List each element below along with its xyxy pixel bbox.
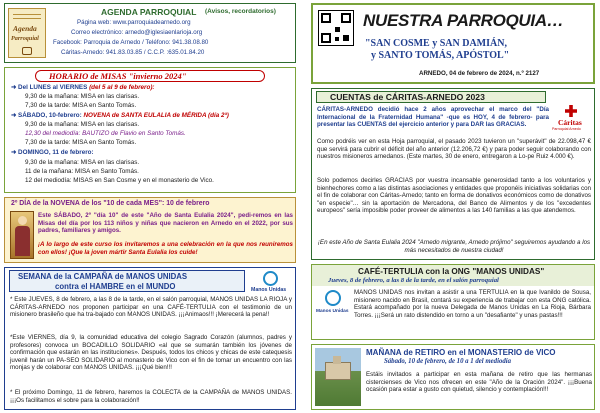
- novena-box: [4, 197, 296, 263]
- agenda-line-web: Página web: www.parroquiadearnedo.org: [77, 19, 191, 26]
- agenda-logo-word1: Agenda: [13, 24, 37, 33]
- horario-day1: ➜ Del LUNES al VIERNES (del 5 al 9 de febrero):: [11, 84, 155, 91]
- saint-eulalia-image: [10, 211, 34, 259]
- tertulia-logo-label: Manos Unidas: [316, 309, 349, 314]
- caritas-logo-sub: Parroquial Arnedo: [552, 127, 581, 131]
- caritas-logo-label: Cáritas: [558, 118, 582, 127]
- horario-day2-line1: 9,30 de la mañana: MISA en las clarisas.: [25, 121, 140, 128]
- header-subtitle-line2: y SANTO TOMÁS, APÓSTOL": [371, 50, 510, 61]
- cuentas-paragraph4: ¡En este Año de Santa Eulalia 2024 "Arnedo migrante, Arnedo prójimo" seguiremos ayudando a los más necesitados de nuestra ciudad!: [317, 239, 591, 254]
- horario-day2-line3: 7,30 de la tarde: MISA en Santo Tomás.: [25, 139, 137, 146]
- manos-unidas-box: [4, 267, 296, 410]
- retiro-text: Estáis invitados a participar en esta mañana de retiro que las hermanas cistercienses de Vico nos ofrecen en este "Año de la Oración 2024". ¡¡¡Buena ocasión para estar a gusto con quietud, silencio y contemplación!!!: [366, 371, 592, 394]
- header-box: [311, 3, 595, 84]
- manos-logo: [251, 271, 291, 295]
- agenda-logo: [8, 8, 46, 58]
- tertulia-logo: [316, 290, 350, 320]
- tertulia-subtitle: Jueves, 8 de febrero, a las 8 de la tarde, en el salón parroquial: [328, 277, 499, 284]
- caritas-logo: [552, 105, 590, 135]
- cuentas-paragraph3: Solo podemos decirles GRACIAS por vuestra incansable generosidad tanto a los voluntarios y bienhechores como a las distintas asociaciones y entidades que proponéis iniciativas solidarias con el fin de colaborar con Cáritas-Arnedo; tanto en forma de donativos económicos como de donativos "en especie"… sin la aportación de Mercadona, del Banco de Alimentos y de los "excedentes europeos" sería imposible poder proveer de alimentos a las 140 familias a las que atendemos.: [317, 177, 591, 215]
- horario-day2-line2: 12,30 del mediodía: BAUTIZO de Flavio en Santo Tomás.: [25, 130, 186, 137]
- retiro-box: [311, 344, 595, 410]
- horario-day1-line1: 9,30 de la mañana: MISA en las clarisas.: [25, 93, 140, 100]
- tertulia-box: [311, 264, 595, 340]
- qr-code-icon: [318, 10, 354, 46]
- agenda-logo-word2: Parroquial: [11, 35, 39, 42]
- manos-paragraph1: * Este JUEVES, 8 de febrero, a las 8 de la tarde, en el salón parroquial, MANOS UNIDAS LA RIOJA y CÁRITAS-ARNEDO nos proponen participar en una CAFÉ-TERTULIA con el testimonio de un misionero brasileño que ha tra-bajado con MANOS UNIDAS. ¡¡¡Animaos!!! ¡Merecerá la pena!!: [10, 296, 292, 319]
- manos-paragraph2: *Este VIERNES, día 9, la comunidad educativa del colegio Sagrado Corazón (alumnos, padres y profesores) convoca un BOCADILLO SOLIDARIO «al que se sumarán también los jóvenes de confirmación que estarán en las instituciones». Después, todos los chicos y chicas de este catequesis juvenil harán un PA-SEO SOLIDARIO al monasterio de Vico con el fin de tomar un encuentro con las monjas y de colaborar con MANOS UNIDAS. ¡¡¡Qué bien!!!: [10, 334, 292, 372]
- horario-day3: ➜ DOMINGO, 11 de febrero:: [11, 149, 94, 156]
- tertulia-title: CAFÉ-TERTULIA con la ONG "MANOS UNIDAS": [358, 267, 545, 276]
- novena-text2: ¡A lo largo de este curso los invitaremos a una celebración en la que nos reuniremos con ellos! ¡Que la joven mártir Santa Eulalia los cuide!: [38, 241, 293, 256]
- right-column: [303, 0, 600, 413]
- agenda-line-caritas: Cáritas-Arnedo: 941.83.03.85 / C.C.P. :635.01.84.20: [61, 49, 205, 56]
- cross-icon: [565, 105, 577, 117]
- horario-box: [4, 67, 296, 193]
- cuentas-box: [311, 88, 595, 260]
- horario-day1-line2: 7,30 de la tarde: MISA en Santo Tomás.: [25, 102, 137, 109]
- manos-paragraph3: * El próximo Domingo, 11 de febrero, haremos la COLECTA de la CAMPAÑA de MANOS UNIDAS. ¡¡¡Os facilitamos el sobre para la colaboración!!: [10, 389, 292, 404]
- header-date: ARNEDO, 04 de febrero de 2024, n.º 2127: [419, 70, 540, 77]
- agenda-box: [4, 3, 296, 63]
- manos-title1: SEMANA de la CAMPAÑA de MANOS UNIDAS: [18, 272, 188, 281]
- novena-text1: Este SÁBADO, 2º "día 10" de este "Año de Santa Eulalia 2024", pedi-remos en las Misas del día por los 113 niños y niñas que nacieron en Arnedo en el 2022, por sus padres, familiares y amigos.: [38, 212, 293, 235]
- globe-icon: [263, 271, 278, 286]
- cuentas-paragraph2: Como podréis ver en esta Hoja parroquial, el pasado 2023 tuvieron un "superávit" de 22.098,47 € que servirá para cubrir el déficit del año anterior (12.206,72 €) y para poder seguir colaborando con nuestros misioneros arnedanos. (Este martes, 30 de enero, entregaron a Lo-pe Ruiz 4.000 €).: [317, 138, 591, 161]
- tertulia-text: MANOS UNIDAS nos invitan a asistir a una TERTULIA en la que Ivanildo de Sousa, misionero nacido en Brasil, contará su experiencia de trabajar con esta ONG católica. Estará acompañado por la nueva Delegada de Manos Unidas en La Rioja, Bárbara Torres. ¡¡¡Será un rato distendido en torno a un "desafiante" y unas pastas!!!: [354, 289, 591, 319]
- manos-logo-label: Manos Unidas: [251, 287, 287, 293]
- agenda-line-email: Correo electrónico: arnedo@iglesiaenlarioja.org: [71, 29, 203, 36]
- cuentas-title: CUENTAS de CÁRITAS-ARNEDO 2023: [330, 92, 485, 102]
- horario-day3-line3: 12 del mediodía: MISAS en San Cosme y en el monasterio de Vico.: [25, 177, 214, 184]
- manos-title2: contra el HAMBRE en el MUNDO: [55, 282, 176, 291]
- cuentas-paragraph1: CÁRITAS-ARNEDO decidió hace 2 años aprovechar el marco del "Día Internacional de la Fraternidad Humana" -que es HOY, 4 de febrero- para presentar las CUENTAS del ejercicio anterior y para DAR las GRACIAS.: [317, 106, 549, 129]
- horario-day3-line2: 11 de la mañana: MISA en Santo Tomás.: [25, 168, 139, 175]
- horario-day2: ➜ SÁBADO, 10-febrero: NOVENA de SANTA EULALIA de MÉRIDA (día 2ª): [11, 112, 229, 119]
- monastery-image: [315, 348, 361, 406]
- globe-icon: [325, 290, 341, 306]
- header-subtitle-line1: "SAN COSME y SAN DAMIÁN,: [365, 38, 507, 49]
- retiro-subtitle: Sábado, 10 de febrero, de 10 a 1 del mediodía: [384, 358, 512, 365]
- horario-title: HORARIO de MISAS "invierno 2024": [49, 71, 187, 81]
- agenda-title: AGENDA PARROQUIAL: [101, 7, 197, 17]
- horario-day3-line1: 9,30 de la mañana: MISA en las clarisas.: [25, 159, 140, 166]
- agenda-subtitle: (Avisos, recordatorios): [205, 8, 276, 15]
- novena-title: 2º DÍA de la NOVENA de los "10 de cada MES": 10 de febrero: [11, 200, 210, 207]
- agenda-line-facebook: Facebook: Parroquia de Arnedo / Teléfono: 941.38.08.80: [53, 39, 209, 46]
- retiro-title: MAÑANA de RETIRO en el MONASTERIO de VICO: [366, 348, 556, 357]
- header-title: NUESTRA PARROQUIA…: [363, 11, 564, 30]
